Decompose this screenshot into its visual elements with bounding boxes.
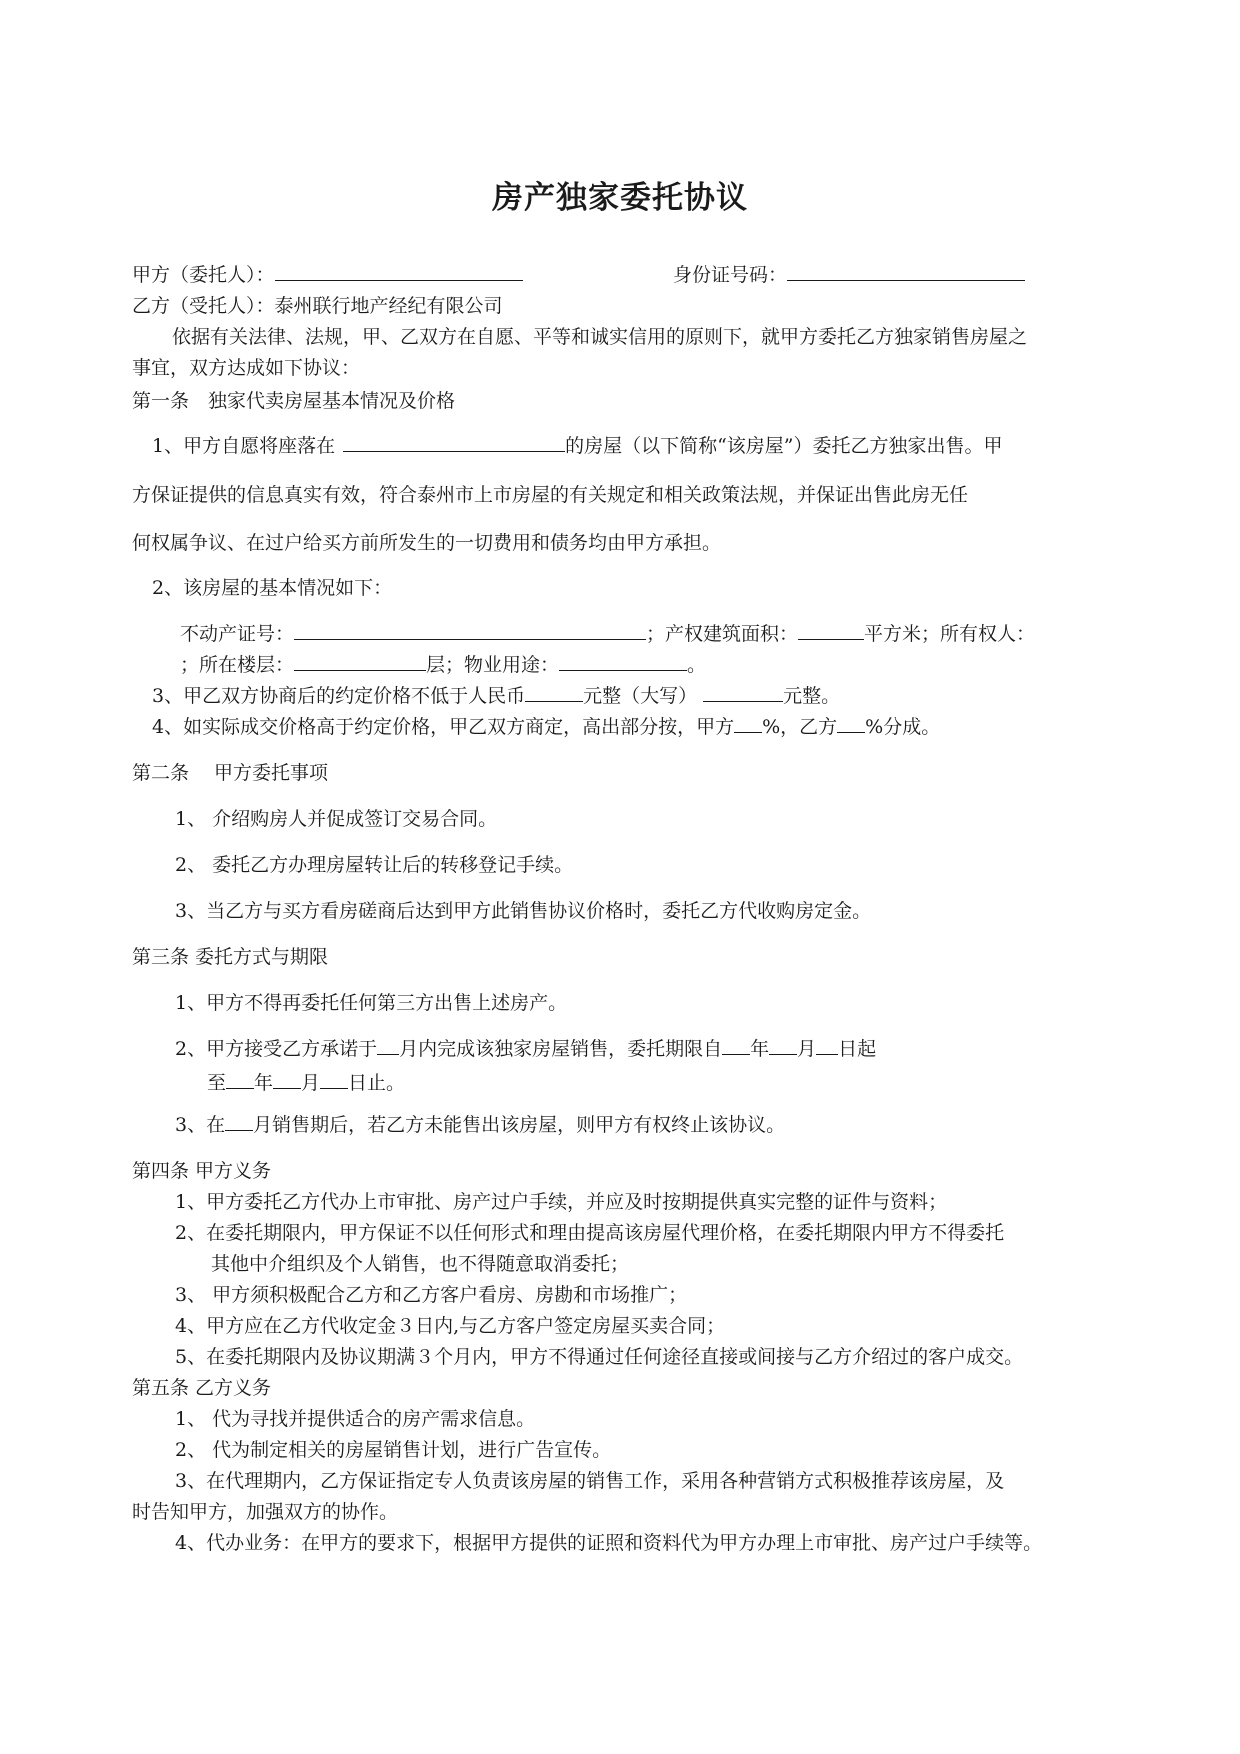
party-a-share-blank[interactable] [734,714,762,733]
article-1-item-1-line-2: 方保证提供的信息真实有效，符合泰州市上市房屋的有关规定和相关政策法规，并保证出售此房无任 [132,484,969,506]
text: 日止。 [348,1072,406,1094]
article-4-heading: 第四条 甲方义务 [132,1160,272,1182]
article-4-item-3: 3、 甲方须积极配合乙方和乙方客户看房、房勘和市场推广； [175,1284,688,1306]
text: %，乙方 [762,716,838,738]
article-2-heading: 第二条 甲方委托事项 [132,762,329,784]
article-3-heading: 第三条 委托方式与期限 [132,946,329,968]
text: 元整（大写） [583,685,698,707]
text: 月 [797,1038,817,1060]
floor-label: ；所在楼层： [180,654,295,676]
article-5-item-4: 4、代办业务：在甲方的要求下，根据甲方提供的证照和资料代为甲方办理上市审批、房产过户手续等。 [175,1532,1043,1554]
text: 。 [687,654,707,676]
end-month-blank[interactable] [273,1070,301,1089]
location-blank[interactable] [343,433,565,452]
article-5-item-1: 1、 代为寻找并提供适合的房产需求信息。 [175,1408,536,1430]
article-5-item-3-cont: 时告知甲方，加强双方的协作。 [132,1501,399,1523]
article-4-item-1: 1、甲方委托乙方代办上市审批、房产过户手续，并应及时按期提供真实完整的证件与资料； [175,1191,948,1213]
property-use-blank[interactable] [559,652,687,671]
text: 3、在 [175,1114,226,1136]
article-3-item-1: 1、甲方不得再委托任何第三方出售上述房产。 [175,992,568,1014]
article-3-item-2-line-1 [175,1036,876,1062]
start-month-blank[interactable] [769,1036,797,1055]
party-a-blank[interactable] [275,262,523,281]
text: %分成。 [865,716,941,738]
text: 2、甲方接受乙方承诺于 [175,1038,378,1060]
article-5-item-3: 3、在代理期内，乙方保证指定专人负责该房屋的销售工作，采用各种营销方式积极推荐该房屋，及 [175,1470,1005,1492]
area-blank[interactable] [798,621,864,640]
text: 3、甲乙双方协商后的约定价格不低于人民币 [152,685,526,707]
text: 1、甲方自愿将座落在 [152,435,336,457]
text: 月内完成该独家房屋销售，委托期限自 [399,1038,723,1060]
article-5-heading: 第五条 乙方义务 [132,1377,272,1399]
article-4-item-5: 5、在委托期限内及协议期满３个月内，甲方不得通过任何途径直接或间接与乙方介绍过的客户成交。 [175,1346,1024,1368]
price-words-blank[interactable] [703,683,783,702]
party-a-label: 甲方（委托人）： [132,264,275,286]
price-blank[interactable] [525,683,583,702]
area-label: ；产权建筑面积： [646,623,799,645]
article-1-item-1-line-3: 何权属争议、在过户给买方前所发生的一切费用和债务均由甲方承担。 [132,532,722,554]
id-number-label: 身份证号码： [673,264,788,286]
article-3-item-2-line-2 [207,1070,405,1096]
party-b-line [132,293,503,319]
article-4-item-2: 2、在委托期限内，甲方保证不以任何形式和理由提高该房屋代理价格，在委托期限内甲方不得委托 [175,1222,1005,1244]
text: 日起 [838,1038,877,1060]
party-b-share-blank[interactable] [837,714,865,733]
text: 至 [207,1072,227,1094]
property-details-line-2 [180,652,706,678]
text: 年 [750,1038,770,1060]
months-blank[interactable] [377,1036,399,1055]
article-4-item-2-cont: 其他中介组织及个人销售，也不得随意取消委托； [211,1253,630,1275]
floor-blank[interactable] [294,652,426,671]
end-year-blank[interactable] [226,1070,254,1089]
article-2-item-1: 1、 介绍购房人并促成签订交易合同。 [175,808,498,830]
cert-number-blank[interactable] [294,621,646,640]
party-a-line [132,262,523,288]
article-1-item-4 [152,714,940,740]
party-b-label: 乙方（受托人）： [132,295,275,317]
intro-line-1: 依据有关法律、法规，甲、乙双方在自愿、平等和诚实信用的原则下，就甲方委托乙方独家销售房屋之 [172,326,1028,348]
article-2-item-3: 3、当乙方与买方看房磋商后达到甲方此销售协议价格时，委托乙方代收购房定金。 [175,900,872,922]
intro-line-2: 事宜，双方达成如下协议： [132,357,361,379]
id-number-blank[interactable] [787,262,1025,281]
text: 年 [254,1072,274,1094]
text: 的房屋（以下简称“该房屋”）委托乙方独家出售。甲 [565,435,1003,457]
id-number-line [673,262,1025,288]
end-day-blank[interactable] [320,1070,348,1089]
property-details-line-1 [180,621,1035,647]
use-label: 层；物业用途： [426,654,560,676]
start-day-blank[interactable] [816,1036,838,1055]
text: 月销售期后，若乙方未能售出该房屋，则甲方有权终止该协议。 [253,1114,786,1136]
article-4-item-4: 4、甲方应在乙方代收定金３日内,与乙方客户签定房屋买卖合同； [175,1315,726,1337]
text: 元整。 [783,685,841,707]
article-5-item-2: 2、 代为制定相关的房屋销售计划，进行广告宣传。 [175,1439,612,1461]
text: 月 [301,1072,321,1094]
area-unit: 平方米；所有权人： [864,623,1036,645]
start-year-blank[interactable] [722,1036,750,1055]
article-1-item-3 [152,683,840,709]
article-2-item-2: 2、 委托乙方办理房屋转让后的转移登记手续。 [175,854,574,876]
article-1-item-2: 2、该房屋的基本情况如下： [152,577,393,599]
text: 4、如实际成交价格高于约定价格，甲乙双方商定，高出部分按，甲方 [152,716,735,738]
sales-period-blank[interactable] [225,1112,253,1131]
cert-label: 不动产证号： [180,623,295,645]
article-1-item-1-line-1 [152,433,1003,459]
party-b-value: 泰州联行地产经纪有限公司 [274,295,503,317]
document-title: 房产独家委托协议 [492,180,748,216]
article-1-heading: 第一条 独家代卖房屋基本情况及价格 [132,390,456,412]
article-3-item-3 [175,1112,785,1138]
